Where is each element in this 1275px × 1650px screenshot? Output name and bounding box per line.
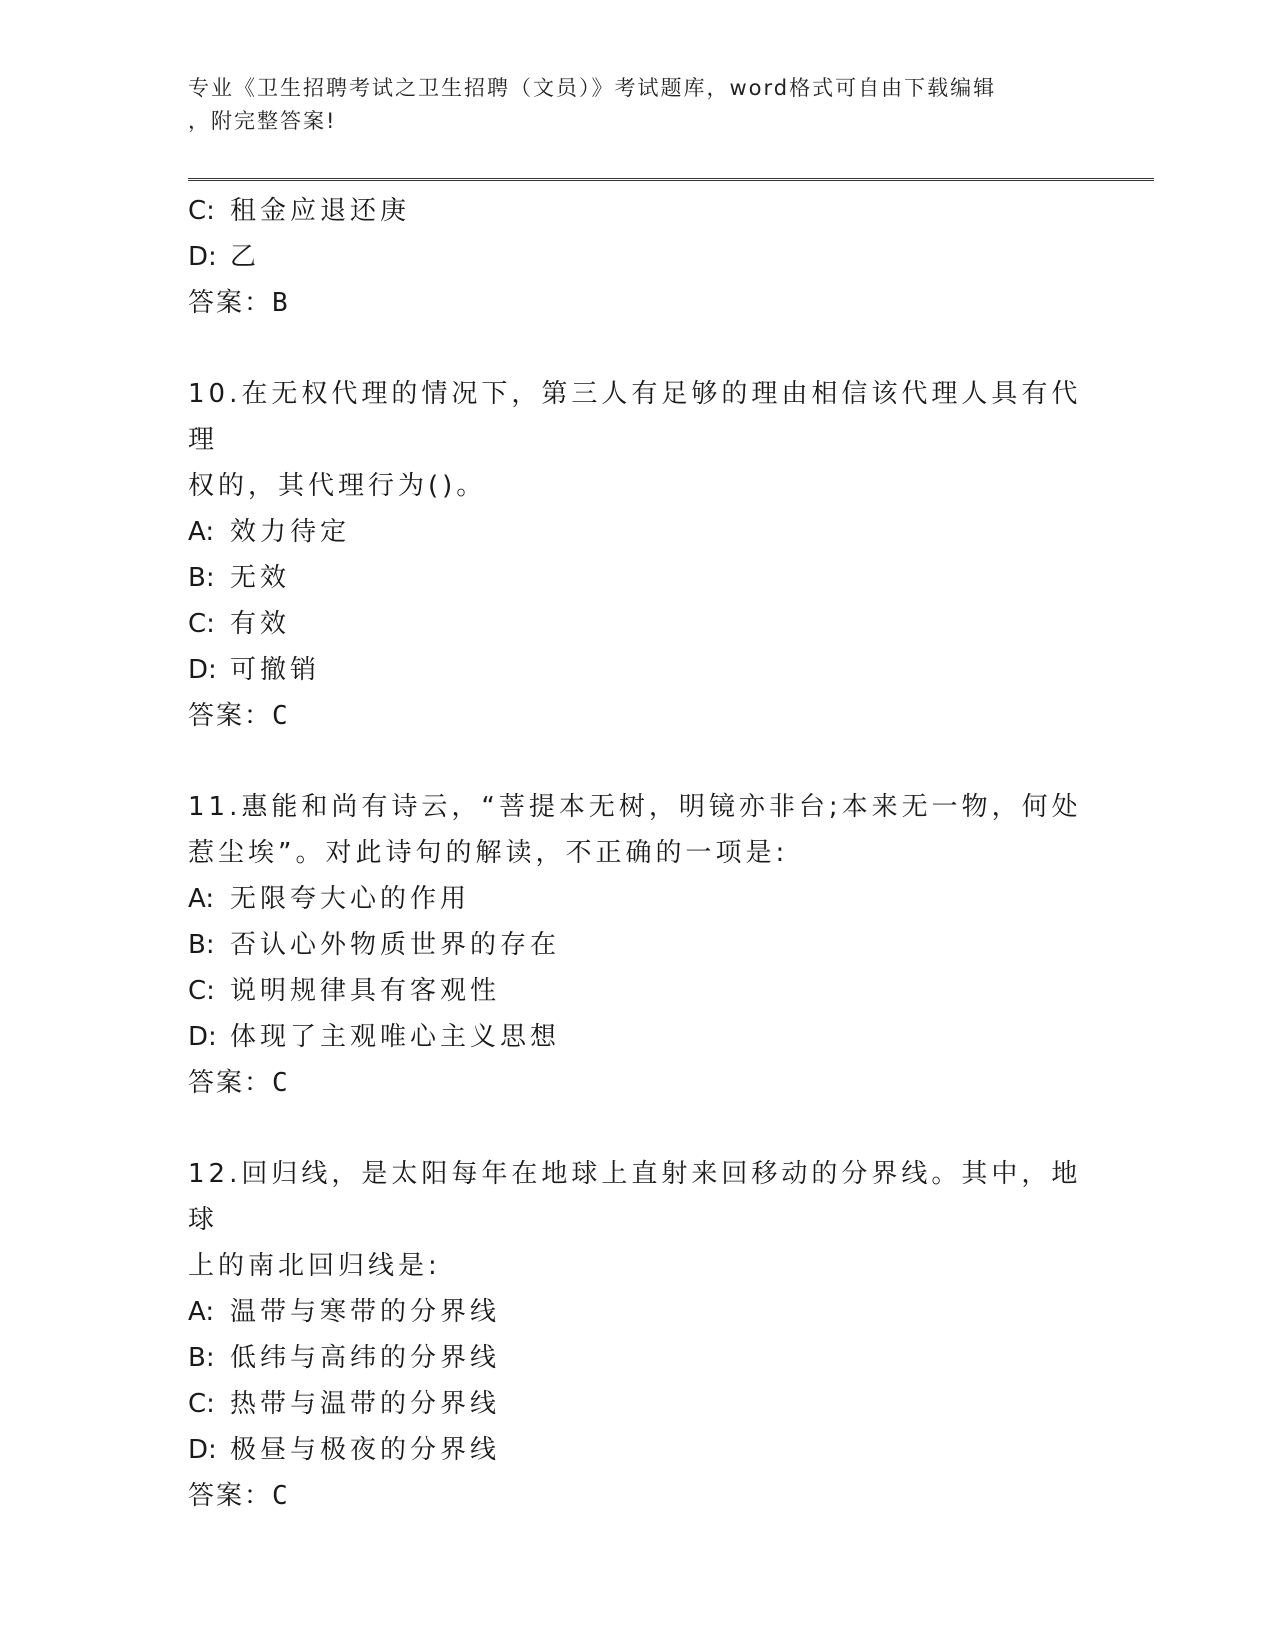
question-text-line-1: 11.惠能和尚有诗云，“菩提本无树，明镜亦非台;本来无一物，何处 (188, 792, 1082, 822)
option-text: 低纬与高纬的分界线 (230, 1343, 501, 1373)
option-letter: A: (188, 517, 215, 547)
header-line-1: 专业《卫生招聘考试之卫生招聘（文员）》考试题库，word格式可自由下载编辑 (188, 76, 997, 100)
option-text: 体现了主观唯心主义思想 (230, 1022, 561, 1052)
option-text: 说明规律具有客观性 (230, 976, 501, 1006)
question-list (188, 188, 1088, 1519)
option-text: 有效 (230, 609, 291, 639)
question-text-line-2: 权的，其代理行为()。 (188, 471, 487, 501)
option-text: 乙 (230, 242, 261, 272)
answer-label: 答案： (188, 1068, 273, 1098)
option-d (188, 647, 1088, 693)
option-text: 可撤销 (230, 655, 321, 685)
option-c (188, 1381, 1088, 1427)
option-letter: A: (188, 884, 215, 914)
option-text: 极昼与极夜的分界线 (230, 1435, 501, 1465)
header-line-2: ，附完整答案! (188, 109, 337, 133)
answer-label: 答案： (188, 701, 273, 731)
answer-line (188, 1060, 1088, 1106)
option-a (188, 509, 1088, 555)
option-letter: C: (188, 196, 215, 226)
answer-line (188, 280, 1088, 326)
answer-label: 答案： (188, 1481, 273, 1511)
option-c (188, 601, 1088, 647)
option-letter: D: (188, 1022, 217, 1052)
option-letter: B: (188, 1343, 215, 1373)
question-text-line-1: 10.在无权代理的情况下，第三人有足够的理由相信该代理人具有代理 (188, 379, 1082, 455)
question-text-line-1: 12.回归线，是太阳每年在地球上直射来回移动的分界线。其中，地球 (188, 1159, 1082, 1235)
option-a (188, 1289, 1088, 1335)
question-text-line-2: 惹尘埃”。对此诗句的解读，不正确的一项是: (188, 838, 789, 868)
option-b (188, 922, 1088, 968)
option-letter: B: (188, 930, 215, 960)
header-divider (188, 178, 1154, 181)
question-block-11 (188, 784, 1088, 1106)
option-text: 无限夸大心的作用 (230, 884, 471, 914)
question-text (188, 1151, 1088, 1289)
answer-line (188, 693, 1088, 739)
option-text: 温带与寒带的分界线 (230, 1297, 501, 1327)
option-c (188, 968, 1088, 1014)
answer-value: C (272, 1481, 290, 1511)
option-text: 租金应退还庚 (230, 196, 411, 226)
option-a (188, 876, 1088, 922)
question-block-10 (188, 371, 1088, 739)
option-letter: C: (188, 976, 215, 1006)
answer-value: C (272, 1068, 290, 1098)
option-d (188, 234, 1088, 280)
option-letter: D: (188, 242, 217, 272)
answer-line (188, 1473, 1088, 1519)
option-letter: D: (188, 1435, 217, 1465)
option-b (188, 1335, 1088, 1381)
question-text (188, 371, 1088, 509)
option-d (188, 1014, 1088, 1060)
option-letter: C: (188, 1389, 215, 1419)
question-block-partial (188, 188, 1088, 326)
option-b (188, 555, 1088, 601)
question-text-line-2: 上的南北回归线是: (188, 1251, 441, 1281)
option-c (188, 188, 1088, 234)
option-letter: C: (188, 609, 215, 639)
page-header (188, 72, 1088, 138)
answer-value: C (272, 701, 290, 731)
answer-label: 答案： (188, 288, 273, 318)
option-text: 效力待定 (230, 517, 351, 547)
question-block-12 (188, 1151, 1088, 1519)
option-d (188, 1427, 1088, 1473)
option-text: 否认心外物质世界的存在 (230, 930, 561, 960)
option-letter: A: (188, 1297, 215, 1327)
question-text (188, 784, 1088, 876)
answer-value: B (272, 288, 290, 318)
option-letter: B: (188, 563, 215, 593)
option-text: 无效 (230, 563, 291, 593)
option-letter: D: (188, 655, 217, 685)
option-text: 热带与温带的分界线 (230, 1389, 501, 1419)
